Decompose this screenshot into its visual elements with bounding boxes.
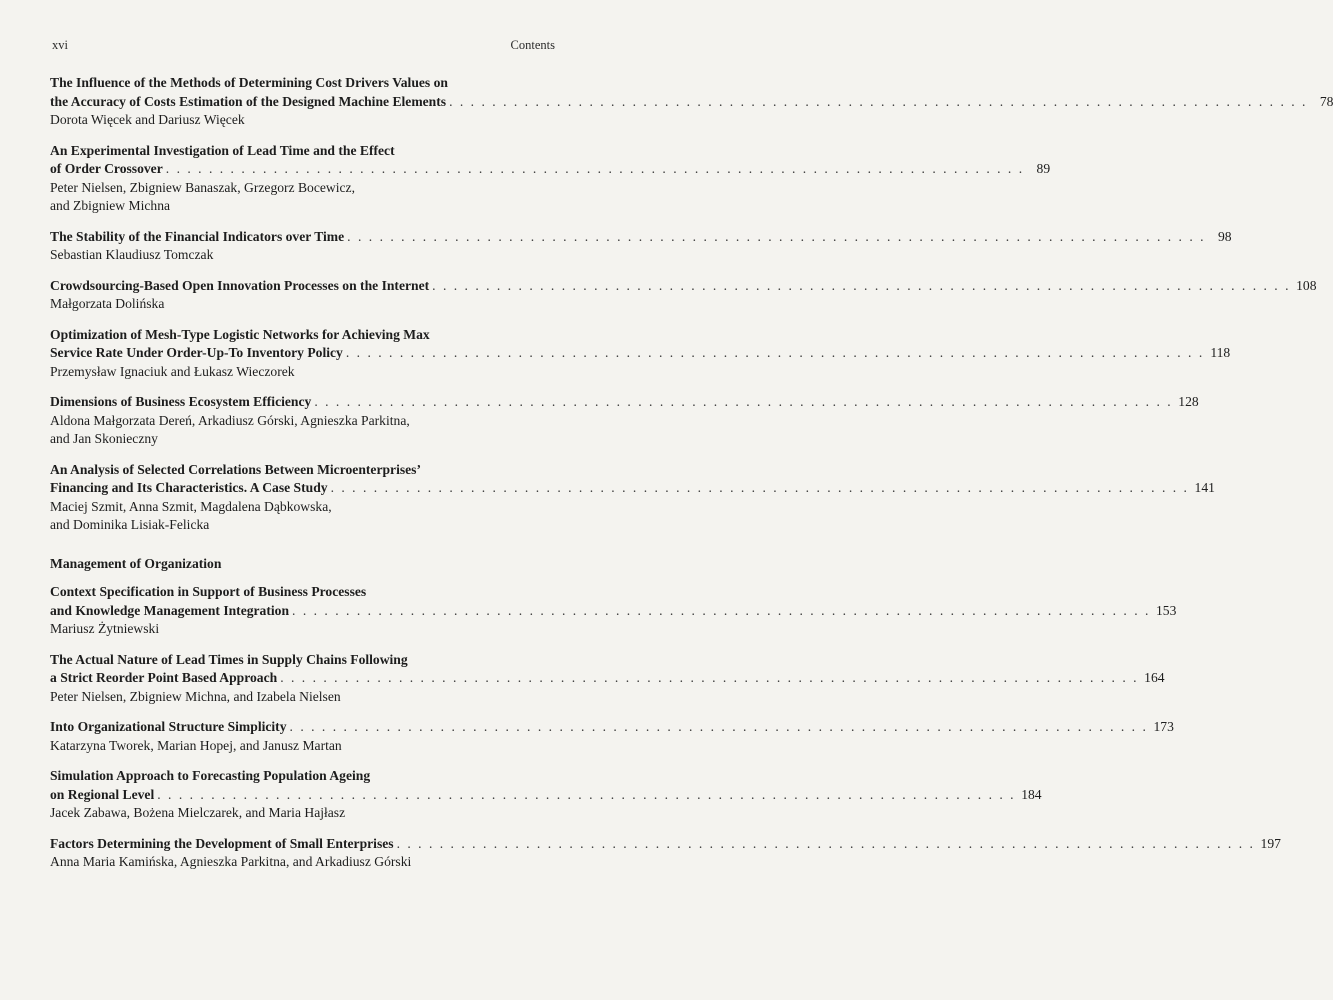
entry-title: Factors Determining the Development of Small Enterprises: [50, 835, 394, 851]
entry-title-last-line: [50, 277, 1317, 296]
entry-page-number: 141: [1194, 480, 1215, 495]
entry-title-last-line: [50, 160, 1051, 179]
page-header: [52, 38, 555, 53]
dot-leader: . . . . . . . . . . . . . . . . . . . . . . . . . . . . . . . . . . . . . . . . . . . . . . . . . . . . . . . . . . . . . . . . . . . . . . . . . . . . . . . .: [165, 161, 1025, 176]
entry-authors: Dorota Więcek and Dariusz Więcek: [50, 112, 245, 127]
dot-leader: . . . . . . . . . . . . . . . . . . . . . . . . . . . . . . . . . . . . . . . . . . . . . . . . . . . . . . . . . . . . . . . . . . . . . . . . . . . . . . . .: [292, 602, 1151, 618]
entry-title: of Order Crossover: [50, 161, 163, 176]
entry-page-number: 184: [1021, 786, 1042, 802]
page-number: xvi: [52, 38, 68, 52]
entry-title: Service Rate Under Order-Up-To Inventory Policy: [50, 345, 343, 360]
entry-authors: Anna Maria Kamińska, Agnieszka Parkitna, and Arkadiusz Górski: [50, 854, 412, 869]
entry-title-line: An Analysis of Selected Correlations Between Microenterprises’: [50, 461, 421, 477]
toc-entry[interactable]: [50, 326, 1231, 382]
entry-title: Dimensions of Business Ecosystem Efficiency: [50, 394, 312, 409]
section-heading: Management of Organization: [50, 555, 222, 571]
entry-title-last-line: [50, 228, 1232, 247]
toc-entry[interactable]: [50, 651, 1165, 707]
entry-title-last-line: [50, 786, 1042, 805]
entry-title-last-line: [50, 835, 1281, 854]
entry-authors: Małgorzata Dolińska: [50, 296, 165, 311]
dot-leader: . . . . . . . . . . . . . . . . . . . . . . . . . . . . . . . . . . . . . . . . . . . . . . . . . . . . . . . . . . . . . . . . . . . . . . . . . . . . . . . .: [432, 277, 1291, 293]
entry-title-line: The Influence of the Methods of Determining Cost Drivers Values on: [50, 75, 448, 90]
entry-authors: Aldona Małgorzata Dereń, Arkadiusz Górski, Agnieszka Parkitna,: [50, 412, 410, 428]
entry-title: Financing and Its Characteristics. A Case Study: [50, 480, 328, 495]
entry-title: the Accuracy of Costs Estimation of the Designed Machine Elements: [50, 93, 447, 109]
toc-entry[interactable]: [50, 767, 1042, 823]
entry-title: on Regional Level: [50, 786, 155, 802]
dot-leader: . . . . . . . . . . . . . . . . . . . . . . . . . . . . . . . . . . . . . . . . . . . . . . . . . . . . . . . . . . . . . . . . . . . . . . . . . . . . . . . .: [314, 394, 1173, 409]
toc-entry[interactable]: [50, 461, 1215, 535]
entry-title-last-line: [50, 344, 1231, 363]
dot-leader: . . . . . . . . . . . . . . . . . . . . . . . . . . . . . . . . . . . . . . . . . . . . . . . . . . . . . . . . . . . . . . . . . . . . . . . . . . . . . . . .: [157, 786, 1016, 802]
entry-authors: Jacek Zabawa, Bożena Mielczarek, and Maria Hajłasz: [50, 805, 346, 820]
dot-leader: . . . . . . . . . . . . . . . . . . . . . . . . . . . . . . . . . . . . . . . . . . . . . . . . . . . . . . . . . . . . . . . . . . . . . . . . . . . . . . . .: [396, 835, 1255, 851]
entry-authors: and Jan Skonieczny: [50, 431, 158, 446]
entry-authors: and Dominika Lisiak-Felicka: [50, 517, 210, 532]
dot-leader: . . . . . . . . . . . . . . . . . . . . . . . . . . . . . . . . . . . . . . . . . . . . . . . . . . . . . . . . . . . . . . . . . . . . . . . . . . . . . . . .: [330, 480, 1189, 495]
entry-title-last-line: [50, 393, 1199, 412]
entry-title-last-line: [50, 669, 1165, 688]
entry-authors: Katarzyna Tworek, Marian Hopej, and Janusz Martan: [50, 737, 342, 753]
toc-entry[interactable]: [50, 74, 1333, 130]
entry-page-number: 128: [1178, 394, 1199, 409]
dot-leader: . . . . . . . . . . . . . . . . . . . . . . . . . . . . . . . . . . . . . . . . . . . . . . . . . . . . . . . . . . . . . . . . . . . . . . . . . . . . . . . .: [289, 719, 1148, 734]
entry-title-line: Context Specification in Support of Business Processes: [50, 584, 367, 599]
toc-entry[interactable]: [50, 718, 1174, 755]
entry-title-last-line: [50, 479, 1215, 498]
entry-authors: Maciej Szmit, Anna Szmit, Magdalena Dąbkowska,: [50, 498, 332, 514]
entry-authors: Peter Nielsen, Zbigniew Michna, and Izabela Nielsen: [50, 688, 341, 704]
entry-title: a Strict Reorder Point Based Approach: [50, 670, 278, 685]
entry-page-number: 197: [1260, 835, 1281, 851]
entry-title: The Stability of the Financial Indicators over Time: [50, 228, 345, 244]
dot-leader: . . . . . . . . . . . . . . . . . . . . . . . . . . . . . . . . . . . . . . . . . . . . . . . . . . . . . . . . . . . . . . . . . . . . . . . . . . . . . . . .: [347, 228, 1206, 244]
entry-title-last-line: [50, 93, 1333, 112]
entry-title: and Knowledge Management Integration: [50, 602, 290, 618]
toc-entry[interactable]: [50, 393, 1199, 449]
entry-authors: Sebastian Klaudiusz Tomczak: [50, 247, 214, 262]
entry-title-line: Optimization of Mesh-Type Logistic Networks for Achieving Max: [50, 326, 430, 342]
entry-page-number: 153: [1156, 602, 1177, 618]
entry-page-number: 173: [1153, 719, 1174, 734]
entry-page-number: 118: [1210, 345, 1231, 360]
entry-page-number: 89: [1036, 161, 1051, 176]
toc-entry[interactable]: [50, 835, 1281, 872]
entry-title: Into Organizational Structure Simplicity: [50, 719, 287, 734]
entry-title: Crowdsourcing-Based Open Innovation Processes on the Internet: [50, 277, 430, 293]
entry-title-last-line: [50, 718, 1174, 737]
toc-entry[interactable]: [50, 583, 1177, 639]
entry-authors: Peter Nielsen, Zbigniew Banaszak, Grzegorz Bocewicz,: [50, 179, 355, 195]
toc-entry[interactable]: [50, 277, 1317, 314]
table-of-contents: [50, 74, 1333, 884]
entry-page-number: 78: [1319, 93, 1333, 109]
entry-page-number: 98: [1217, 228, 1232, 244]
toc-entry[interactable]: [50, 228, 1232, 265]
toc-group: [50, 74, 1333, 535]
entry-page-number: 164: [1144, 670, 1165, 685]
dot-leader: . . . . . . . . . . . . . . . . . . . . . . . . . . . . . . . . . . . . . . . . . . . . . . . . . . . . . . . . . . . . . . . . . . . . . . . . . . . . . . . .: [280, 670, 1139, 685]
entry-authors: Mariusz Żytniewski: [50, 621, 160, 636]
entry-title-last-line: [50, 602, 1177, 621]
toc-group: [50, 583, 1281, 872]
toc-entry[interactable]: [50, 142, 1051, 216]
entry-authors: and Zbigniew Michna: [50, 198, 171, 213]
entry-title-line: The Actual Nature of Lead Times in Supply Chains Following: [50, 651, 408, 667]
running-title: Contents: [510, 38, 555, 52]
entry-title-line: Simulation Approach to Forecasting Population Ageing: [50, 768, 371, 783]
dot-leader: . . . . . . . . . . . . . . . . . . . . . . . . . . . . . . . . . . . . . . . . . . . . . . . . . . . . . . . . . . . . . . . . . . . . . . . . . . . . . . . .: [449, 93, 1308, 109]
entry-authors: Przemysław Ignaciuk and Łukasz Wieczorek: [50, 363, 295, 379]
dot-leader: . . . . . . . . . . . . . . . . . . . . . . . . . . . . . . . . . . . . . . . . . . . . . . . . . . . . . . . . . . . . . . . . . . . . . . . . . . . . . . . .: [345, 345, 1205, 360]
entry-title-line: An Experimental Investigation of Lead Time and the Effect: [50, 142, 395, 158]
entry-page-number: 108: [1296, 277, 1317, 293]
